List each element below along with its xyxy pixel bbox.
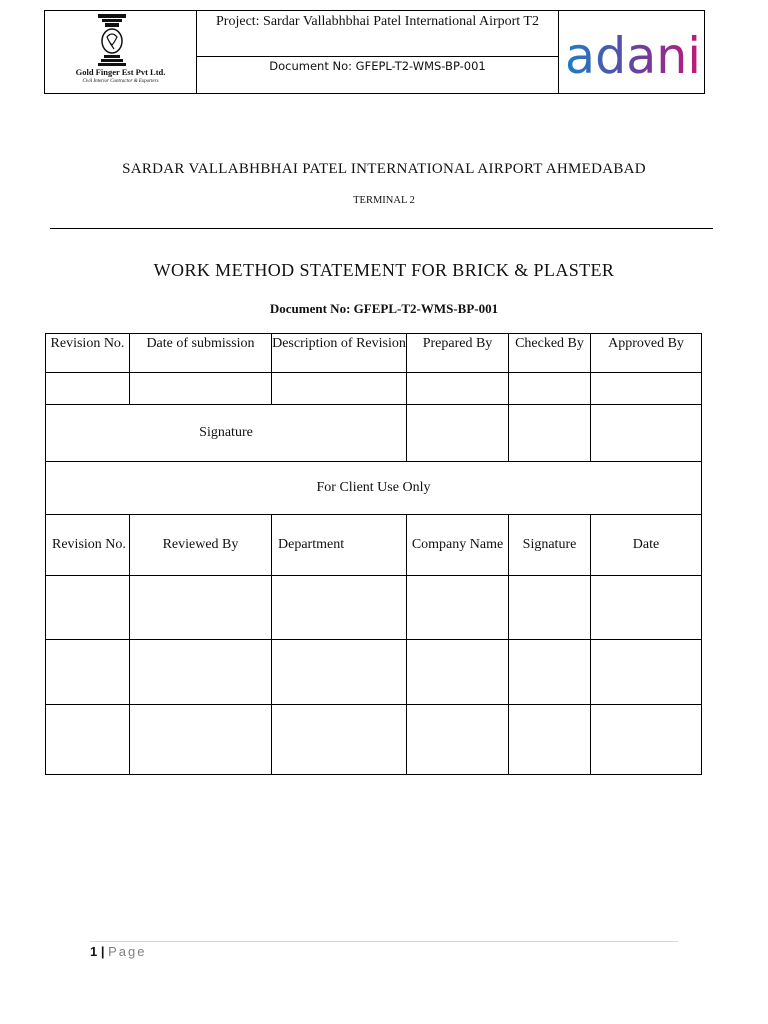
page-footer <box>90 944 147 959</box>
table-row <box>46 640 702 705</box>
table-cell <box>46 640 130 705</box>
header-revision-no: Revision No. <box>46 334 130 373</box>
document-header <box>44 10 705 94</box>
statement-title: WORK METHOD STATEMENT FOR BRICK & PLASTER <box>153 260 615 280</box>
table-cell <box>591 405 702 462</box>
header-info-cell <box>197 11 559 93</box>
table-cell <box>46 373 130 405</box>
page-number: 1 <box>90 944 98 959</box>
adani-logo-text: adani <box>565 27 701 79</box>
header-checked-by: Checked By <box>509 334 591 373</box>
table-cell <box>130 373 272 405</box>
table-cell <box>46 705 130 775</box>
table-cell <box>407 705 509 775</box>
client-header-row <box>46 515 702 576</box>
company-tagline: Civil Interior Contractor & Exporters <box>82 79 159 84</box>
table-cell <box>272 576 407 640</box>
signature-label: Signature <box>46 405 407 462</box>
company-logo-cell <box>45 11 197 93</box>
table-cell <box>509 405 591 462</box>
client-section-row <box>46 462 702 515</box>
table-cell <box>591 705 702 775</box>
title-divider <box>50 228 713 229</box>
table-cell <box>407 640 509 705</box>
table-cell <box>591 640 702 705</box>
client-header-signature: Signature <box>509 515 591 576</box>
table-cell <box>407 405 509 462</box>
table-cell <box>591 576 702 640</box>
project-title: Project: Sardar Vallabhbhai Patel International Airport T2 <box>197 11 558 57</box>
header-prepared-by: Prepared By <box>407 334 509 373</box>
client-header-reviewed-by: Reviewed By <box>130 515 272 576</box>
client-logo-cell <box>559 11 704 93</box>
table-row <box>46 705 702 775</box>
adani-logo <box>564 19 704 79</box>
table-cell <box>591 373 702 405</box>
table-cell <box>46 576 130 640</box>
header-approved-by: Approved By <box>591 334 702 373</box>
table-cell <box>509 640 591 705</box>
table-cell <box>509 373 591 405</box>
airport-title: SARDAR VALLABHBHAI PATEL INTERNATIONAL AIRPORT AHMEDABAD <box>122 161 646 177</box>
table-cell <box>509 705 591 775</box>
client-header-date: Date <box>591 515 702 576</box>
client-header-revision-no: Revision No. <box>46 515 130 576</box>
terminal-subtitle: TERMINAL 2 <box>353 195 415 206</box>
document-number-text: Document No: GFEPL-T2-WMS-BP-001 <box>269 301 499 316</box>
table-cell <box>130 576 272 640</box>
revision-table <box>45 333 702 775</box>
header-document-number: Document No: GFEPL-T2-WMS-BP-001 <box>269 59 486 73</box>
table-row <box>46 576 702 640</box>
signature-row <box>46 405 702 462</box>
table-cell <box>407 373 509 405</box>
page-separator: | <box>100 944 105 959</box>
page-label: Page <box>108 944 147 959</box>
header-description: Description of Revision <box>272 334 407 373</box>
table-cell <box>272 373 407 405</box>
table-cell <box>509 576 591 640</box>
header-date-of-submission: Date of submission <box>130 334 272 373</box>
client-header-department: Department <box>272 515 407 576</box>
table-cell <box>272 640 407 705</box>
table-row <box>46 373 702 405</box>
table-header-row <box>46 334 702 373</box>
client-use-only-label: For Client Use Only <box>46 462 702 515</box>
gold-finger-logo-icon <box>95 13 129 67</box>
table-cell <box>272 705 407 775</box>
company-name: Gold Finger Est Pvt Ltd. <box>75 67 166 77</box>
footer-divider <box>90 941 678 942</box>
client-header-company-name: Company Name <box>407 515 509 576</box>
document-number <box>0 301 768 317</box>
table-cell <box>130 640 272 705</box>
table-cell <box>407 576 509 640</box>
table-cell <box>130 705 272 775</box>
